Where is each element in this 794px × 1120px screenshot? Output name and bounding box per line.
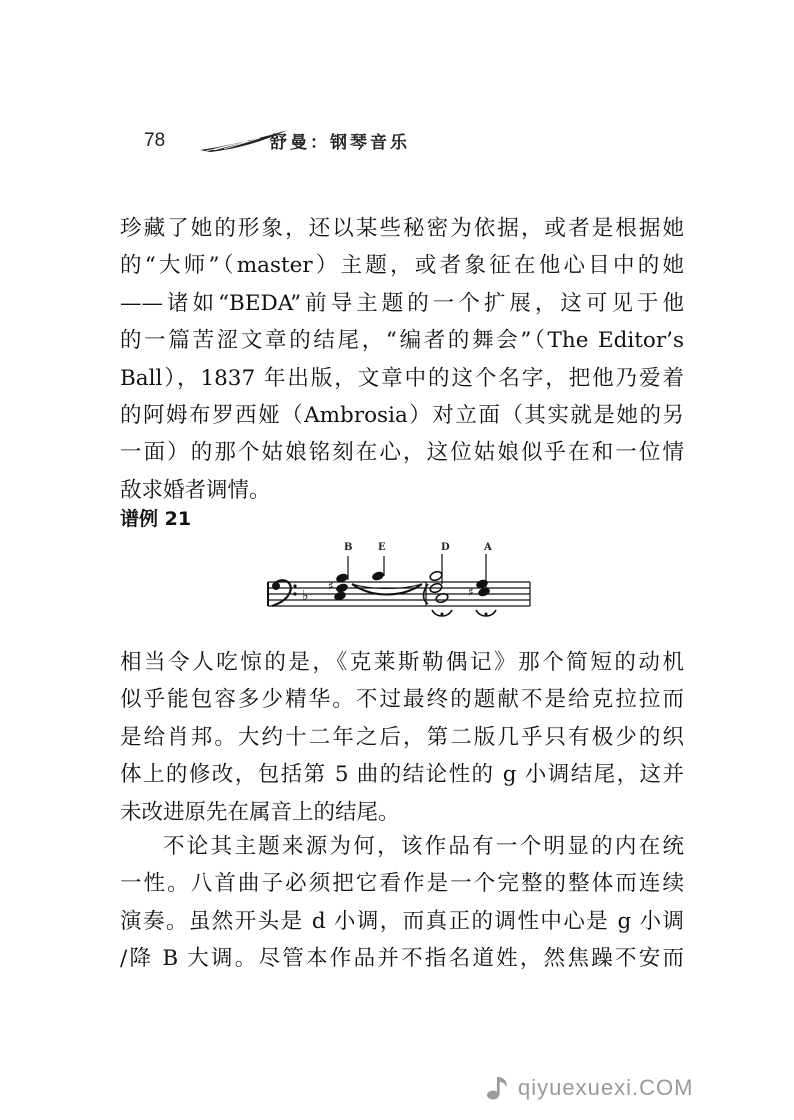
text-line: 的阿姆布罗西娅（Ambrosia）对立面（其实就是她的另 [120, 403, 684, 429]
watermark-text: qiyuexuexi.COM [518, 1075, 694, 1100]
text-line: 的“大师”（master）主题，或者象征在他心目中的她 [120, 253, 684, 279]
note-label-a: A [484, 542, 492, 553]
text-line: 一面）的那个姑娘铭刻在心，这位姑娘似乎在和一位情 [120, 440, 684, 466]
text-line: 是给肖邦。大约十二年之后，第二版几乎只有极少的织 [120, 724, 684, 750]
paragraph-3 [120, 828, 684, 978]
text-line: 演奏。虽然开头是 d 小调，而真正的调性中心是 g 小调 [120, 908, 684, 934]
example-label: 谱例 21 [120, 508, 192, 530]
bass-clef-icon [272, 580, 297, 606]
svg-text:♯: ♯ [328, 579, 334, 593]
note-label-e: E [378, 542, 386, 553]
text-line: ——诸如“BEDA”前导主题的一个扩展，这可见于他 [120, 290, 684, 316]
text-line: 不论其主题来源为何，该作品有一个明显的内在统 [163, 834, 684, 859]
note-label-b: B [344, 542, 353, 553]
music-score [262, 538, 534, 620]
svg-text:♯: ♯ [468, 585, 474, 599]
text-line: 珍藏了她的形象，还以某些秘密为依据，或者是根据她 [120, 216, 684, 241]
text-line: 未改进原先在属音上的结尾。 [120, 799, 400, 825]
text-line: 的一篇苦涩文章的结尾，“编者的舞会”（The Editor’s [120, 328, 684, 354]
text-line: 相当令人吃惊的是，《克莱斯勒偶记》那个简短的动机 [120, 650, 684, 675]
running-header [144, 128, 564, 158]
text-line: 敌求婚者调情。 [120, 477, 271, 503]
text-line: 体上的修改，包括第 5 曲的结论性的 g 小调结尾，这并 [120, 762, 684, 788]
text-line: /降 B 大调。尽管本作品并不指名道姓，然焦躁不安而 [120, 946, 684, 972]
paragraph-2 [120, 644, 684, 831]
text-line: Ball），1837 年出版，文章中的这个名字，把他乃爱着 [120, 365, 684, 391]
running-title: 舒曼：钢琴音乐 [270, 133, 410, 153]
text-line: 一性。八首曲子必须把它看作是一个完整的整体而连续 [120, 871, 684, 897]
svg-text:♭: ♭ [302, 588, 309, 604]
music-note-icon [484, 1074, 512, 1102]
text-line: 似乎能包容多少精华。不过最终的题献不是给克拉拉而 [120, 687, 684, 713]
paragraph-1 [120, 210, 684, 509]
page-number: 78 [144, 130, 166, 151]
note-label-d: D [441, 542, 450, 553]
site-watermark [484, 1072, 774, 1106]
